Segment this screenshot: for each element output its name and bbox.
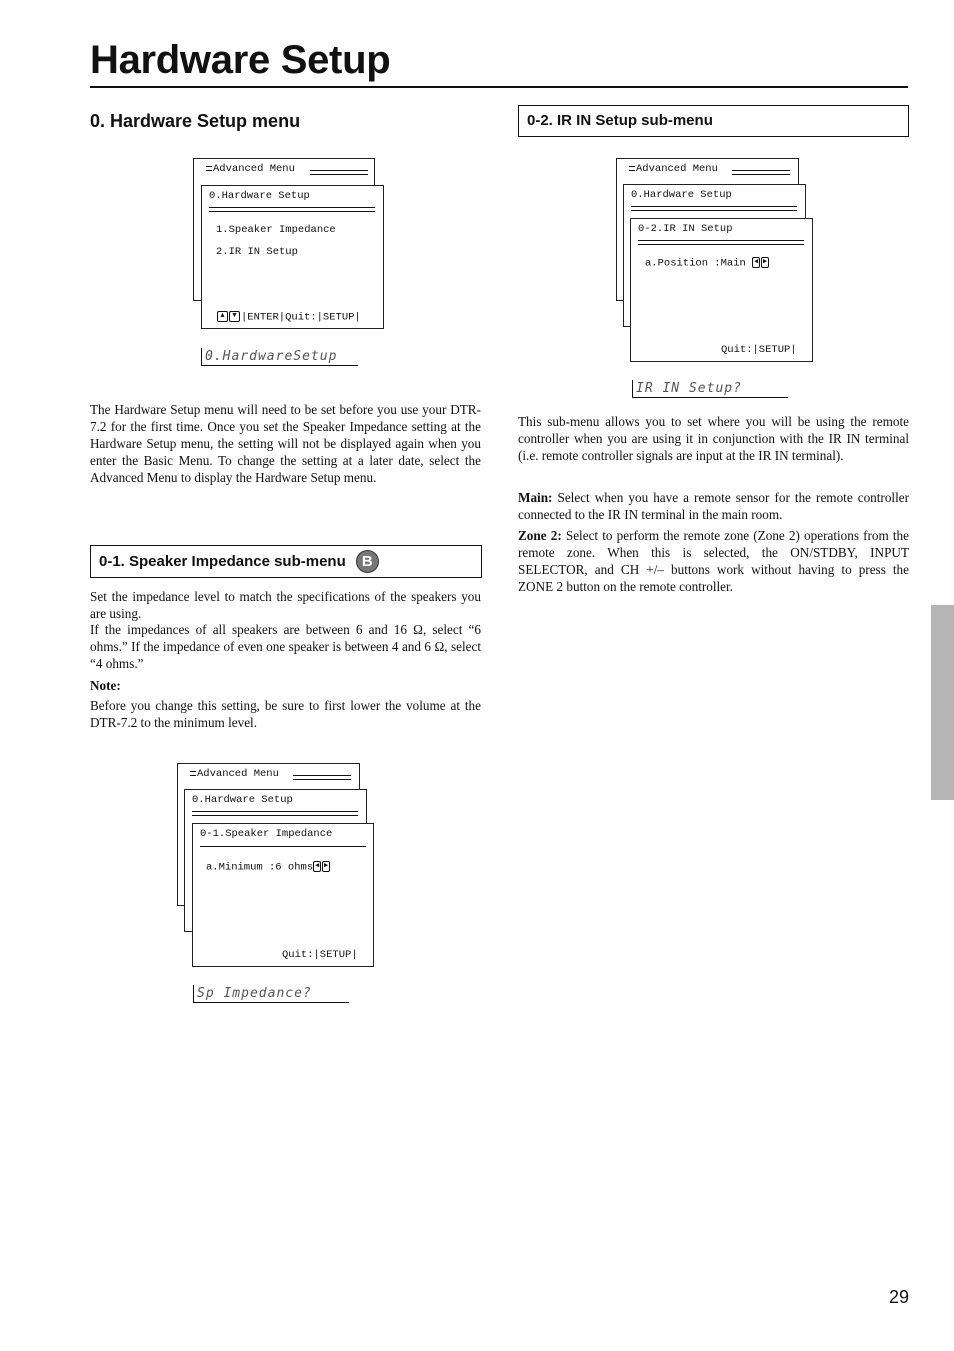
up-arrow-icon: ▲ xyxy=(217,311,228,322)
b-badge-icon: B xyxy=(356,550,379,573)
menu-icon xyxy=(629,166,635,171)
page-number: 29 xyxy=(888,1287,909,1307)
lcd-display: Sp Impedance? xyxy=(193,985,349,1003)
lcd-display: 0.HardwareSetup xyxy=(201,348,358,366)
window-title: 0-1.Speaker Impedance xyxy=(200,828,333,840)
window-title: 0.Hardware Setup xyxy=(209,190,310,202)
menu-icon xyxy=(190,771,196,776)
section-01-body-2: If the impedances of all speakers are between 6 and 16 Ω, select “6 ohms.” If the impedance of even one speaker is between 4 and 6 Ω, select “4 ohms.” xyxy=(90,622,481,671)
hardware-setup-window xyxy=(201,185,384,329)
screen-footer: Quit:|SETUP| xyxy=(282,949,358,961)
section-02-body: This sub-menu allows you to set where you will be using the remote controller when you are using it in conjunction with the IR IN terminal (i.e. remote controller signals are input at the IR IN terminal). xyxy=(518,414,909,463)
window-title: Advanced Menu xyxy=(629,163,718,175)
right-arrow-icon: ▶ xyxy=(763,258,768,266)
left-arrow-icon: ◀ xyxy=(315,862,320,870)
setting-minimum: a.Minimum :6 ohms ◀ ▶ xyxy=(206,861,329,874)
section-01-heading: 0-1. Speaker Impedance sub-menu B xyxy=(90,545,482,578)
window-title: 0.Hardware Setup xyxy=(631,189,732,201)
right-arrow-icon: ▶ xyxy=(324,862,329,870)
main-option-description: Main: Select when you have a remote sensor for the remote controller connected to the IR IN terminal in the main room. xyxy=(518,490,909,522)
lcd-display: IR IN Setup? xyxy=(632,380,788,398)
side-thumb-tab xyxy=(931,605,954,800)
ir-in-setup-window xyxy=(630,218,813,362)
left-arrow-icon: ◀ xyxy=(754,258,759,266)
section-02-heading: 0-2. IR IN Setup sub-menu xyxy=(518,105,909,137)
page-title: Hardware Setup xyxy=(90,38,391,82)
title-rule xyxy=(90,86,908,88)
note-label: Note: xyxy=(90,678,121,693)
section-01-body-1: Set the impedance level to match the specifications of the speakers you are using. xyxy=(90,589,481,621)
screen-footer: Quit:|SETUP| xyxy=(721,344,797,356)
setting-position: a.Position :Main ◀ ▶ xyxy=(645,257,768,270)
zone2-option-description: Zone 2: Select to perform the remote zone (Zone 2) operations from the remote zone. When this is selected, the ON/STDBY, INPUT SELECTOR, and CH +/– buttons work without having to press the ZONE 2 button on the remote controller. xyxy=(518,528,910,594)
menu-icon xyxy=(206,166,212,171)
window-title: 0-2.IR IN Setup xyxy=(638,223,733,235)
menu-item-speaker-impedance: 1.Speaker Impedance xyxy=(216,224,336,236)
menu-item-ir-in-setup: 2.IR IN Setup xyxy=(216,246,298,258)
down-arrow-icon: ▼ xyxy=(229,311,240,322)
section-0-heading: 0. Hardware Setup menu xyxy=(90,111,301,131)
note-body: Before you change this setting, be sure to first lower the volume at the DTR-7.2 to the minimum level. xyxy=(90,698,481,730)
window-title: 0.Hardware Setup xyxy=(192,794,293,806)
section-0-body: The Hardware Setup menu will need to be set before you use your DTR-7.2 for the first time. Once you set the Speaker Impedance setting at the Hardware Setup menu, the setting will not be displayed again when you enter the Basic Menu. To change the setting at a later date, select the Advanced Menu to display the Hardware Setup menu. xyxy=(90,402,481,485)
speaker-impedance-window xyxy=(192,823,374,967)
screen-footer: ▲ ▼ |ENTER|Quit:|SETUP| xyxy=(217,311,361,323)
window-title: Advanced Menu xyxy=(190,768,279,780)
window-title: Advanced Menu xyxy=(206,163,295,175)
